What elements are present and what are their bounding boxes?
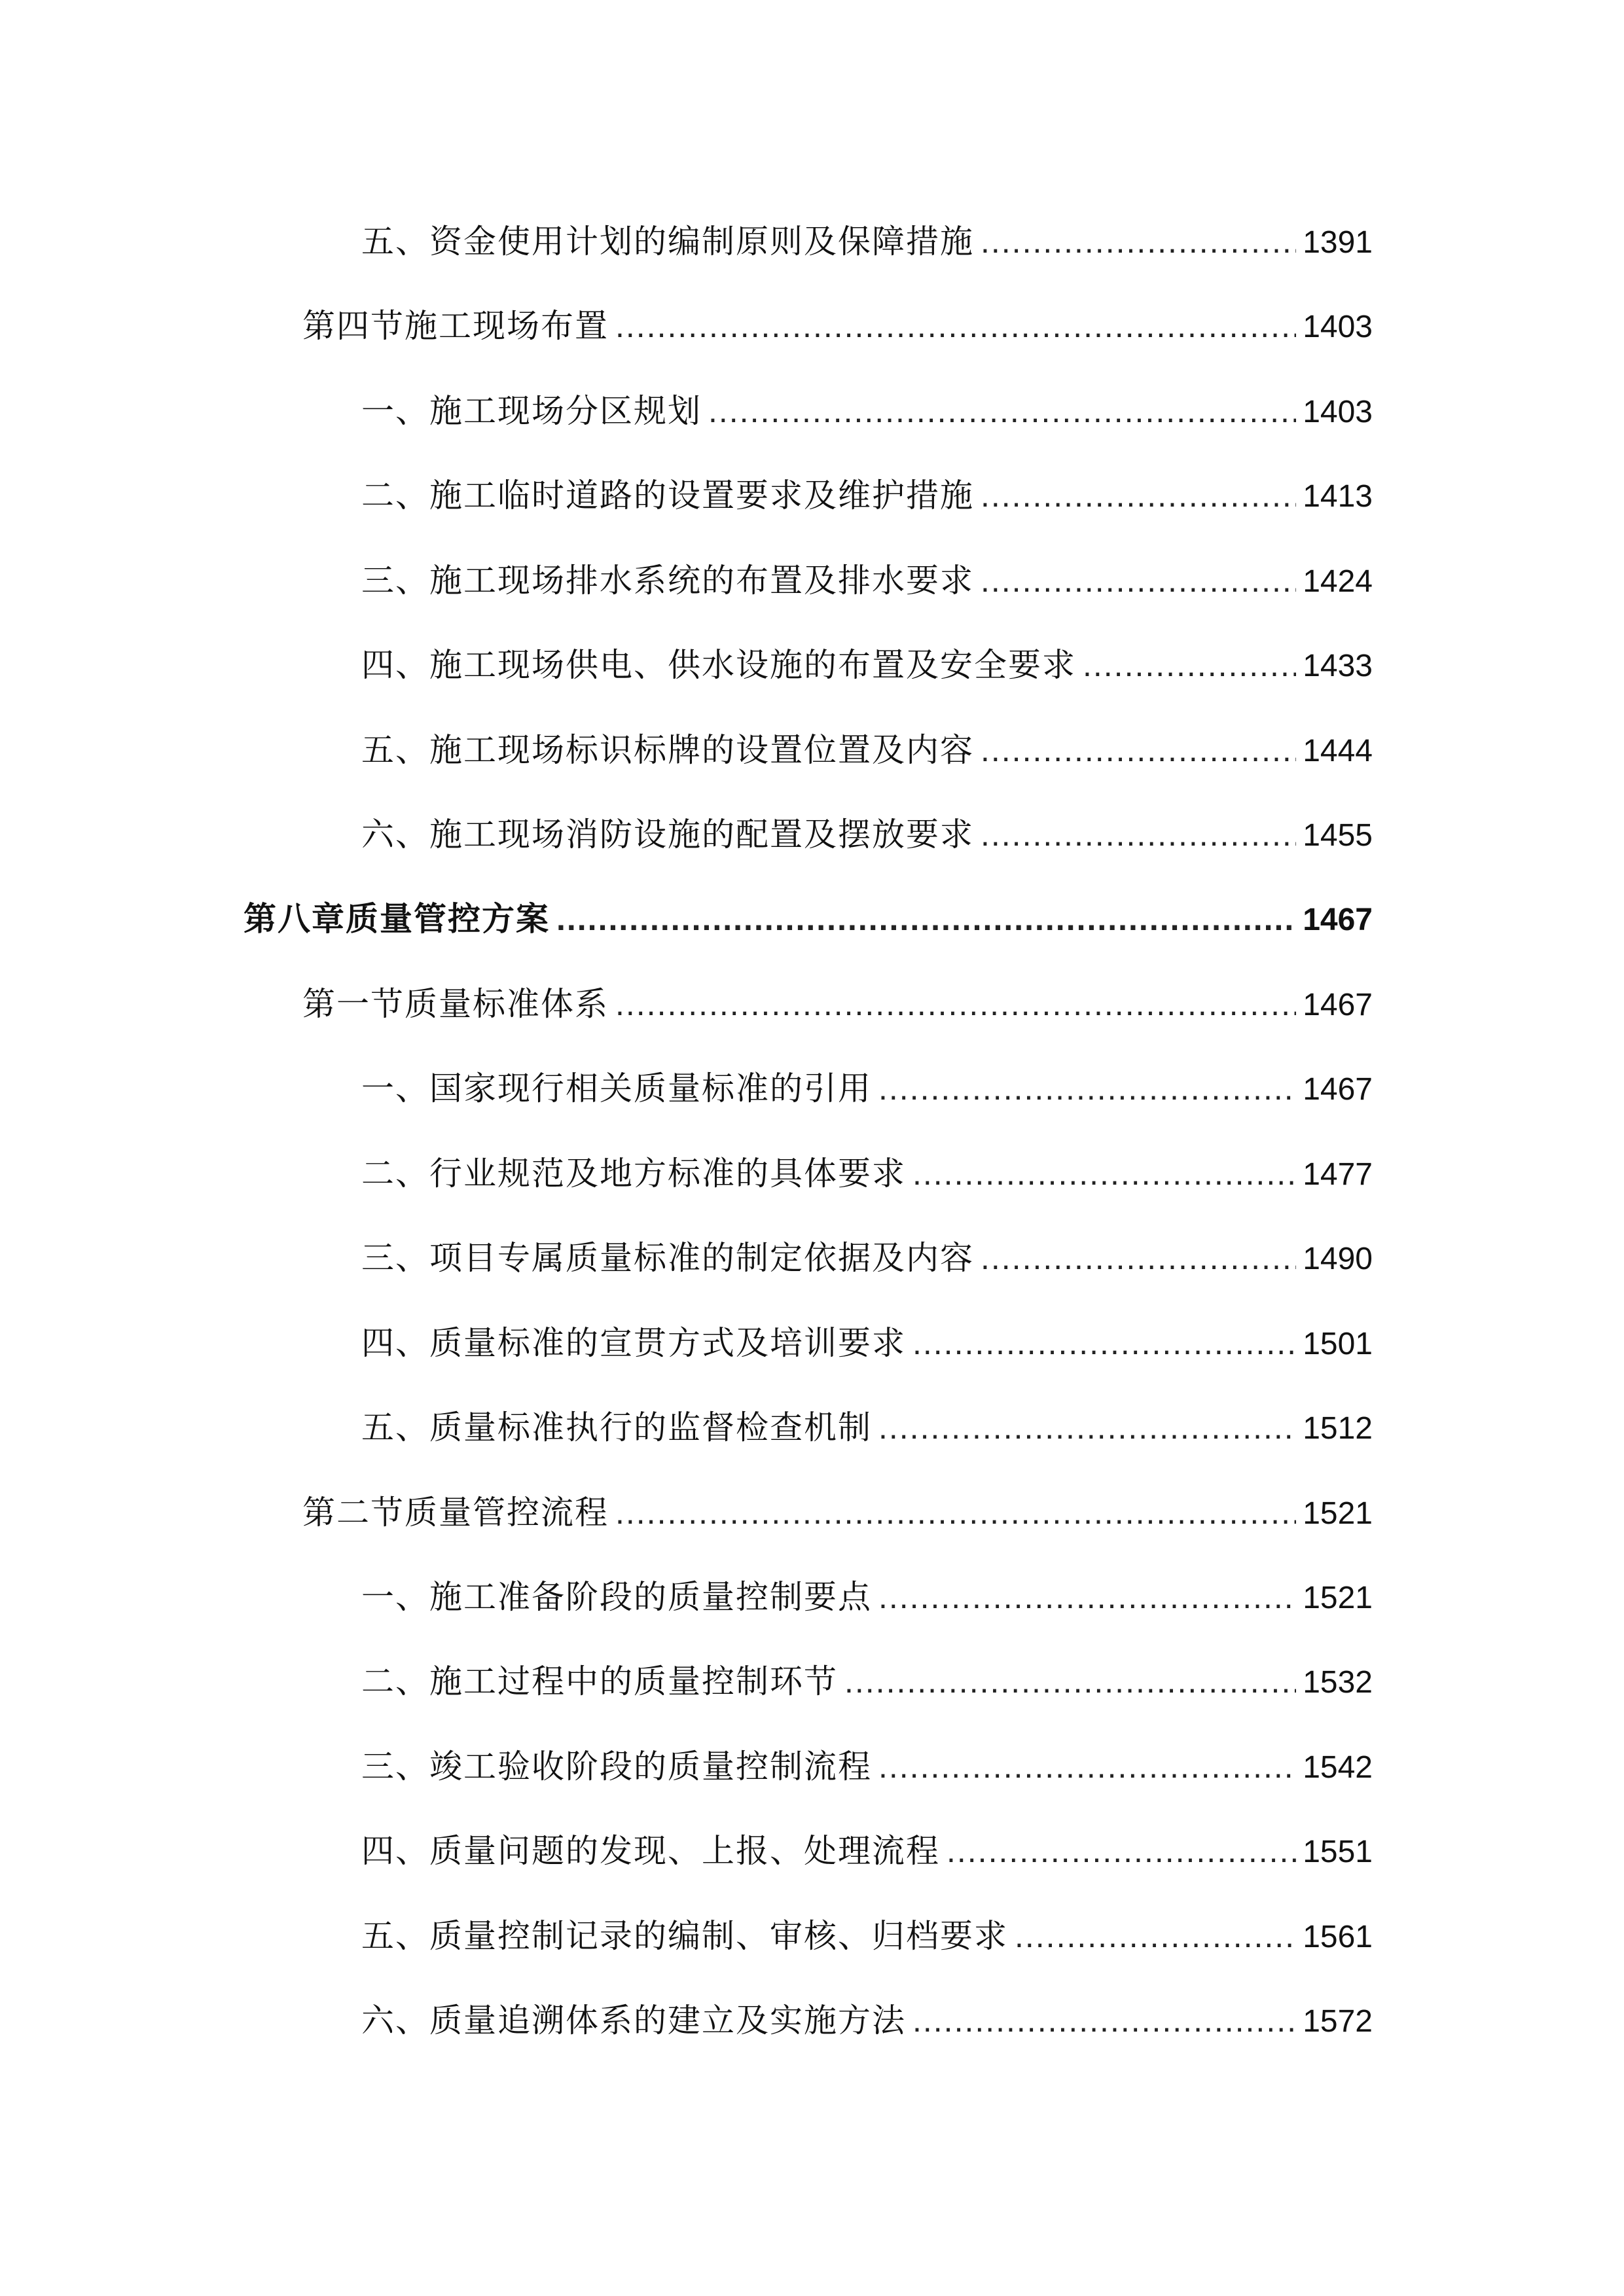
toc-entry-title: 第八章质量管控方案 — [244, 899, 550, 938]
toc-entry-title: 一、施工准备阶段的质量控制要点 — [361, 1578, 872, 1616]
toc-entry[interactable] — [361, 1659, 1373, 1704]
toc-entry-title: 三、项目专属质量标准的制定依据及内容 — [361, 1239, 974, 1277]
toc-page-number: 1424 — [1303, 564, 1373, 599]
toc-entry-title: 第二节质量管控流程 — [302, 1494, 609, 1532]
toc-page-number: 1512 — [1303, 1411, 1373, 1446]
toc-dot-leader — [556, 896, 1296, 942]
toc-dot-leader — [878, 1744, 1296, 1789]
toc-entry-title: 一、国家现行相关质量标准的引用 — [361, 1069, 872, 1107]
toc-page-number: 1477 — [1303, 1157, 1373, 1192]
toc-entry[interactable] — [361, 812, 1373, 857]
toc-page-number: 1391 — [1303, 225, 1373, 260]
toc-page-number: 1521 — [1303, 1581, 1373, 1615]
toc-dot-leader — [615, 303, 1296, 349]
toc-dot-leader — [1083, 642, 1296, 688]
toc-page-number: 1444 — [1303, 734, 1373, 768]
toc-entry-title: 五、施工现场标识标牌的设置位置及内容 — [361, 731, 974, 769]
toc-entry[interactable] — [361, 642, 1373, 688]
toc-entry-title: 六、施工现场消防设施的配置及摆放要求 — [361, 816, 974, 853]
toc-page-number: 1413 — [1303, 479, 1373, 514]
toc-page-number: 1572 — [1303, 2004, 1373, 2039]
toc-entry[interactable] — [361, 1066, 1373, 1111]
toc-entry-title: 四、质量问题的发现、上报、处理流程 — [361, 1832, 940, 1870]
toc-entry[interactable] — [361, 558, 1373, 603]
toc-entry-title: 五、资金使用计划的编制原则及保障措施 — [361, 223, 974, 260]
toc-entry[interactable] — [361, 1828, 1373, 1874]
toc-entry[interactable] — [361, 1151, 1373, 1196]
toc-dot-leader — [912, 1998, 1296, 2043]
toc-page-number: 1467 — [1303, 988, 1373, 1022]
toc-entry[interactable] — [361, 727, 1373, 773]
toc-entry[interactable] — [361, 1235, 1373, 1281]
toc-page-number: 1532 — [1303, 1665, 1373, 1700]
toc-entry-title: 三、施工现场排水系统的布置及排水要求 — [361, 562, 974, 600]
toc-page-number: 1467 — [1303, 1072, 1373, 1107]
toc-entry-title: 二、施工过程中的质量控制环节 — [361, 1662, 838, 1700]
toc-dot-leader — [912, 1320, 1296, 1366]
toc-dot-leader — [981, 727, 1296, 773]
toc-entry-title: 四、施工现场供电、供水设施的布置及安全要求 — [361, 646, 1076, 684]
toc-entry[interactable] — [361, 473, 1373, 518]
toc-dot-leader — [981, 558, 1296, 603]
toc-dot-leader — [981, 812, 1296, 857]
toc-entry[interactable] — [361, 1574, 1373, 1620]
toc-page-number: 1501 — [1303, 1327, 1373, 1361]
toc-dot-leader — [912, 1151, 1296, 1196]
toc-page-number: 1455 — [1303, 818, 1373, 853]
toc-entry-title: 三、竣工验收阶段的质量控制流程 — [361, 1748, 872, 1785]
toc-dot-leader — [615, 1490, 1296, 1535]
toc-entry-title: 二、施工临时道路的设置要求及维护措施 — [361, 476, 974, 514]
toc-dot-leader — [708, 388, 1296, 434]
toc-dot-leader — [981, 1235, 1296, 1281]
toc-entry-title: 四、质量标准的宣贯方式及培训要求 — [361, 1324, 906, 1362]
toc-chapter-entry[interactable] — [244, 896, 1373, 942]
toc-entry[interactable] — [361, 219, 1373, 264]
toc-page-number: 1490 — [1303, 1242, 1373, 1276]
toc-entry[interactable] — [361, 1744, 1373, 1789]
toc-page-number: 1521 — [1303, 1496, 1373, 1531]
toc-page-number: 1403 — [1303, 395, 1373, 429]
toc-dot-leader — [844, 1659, 1296, 1704]
toc-page-number: 1542 — [1303, 1750, 1373, 1785]
toc-dot-leader — [1015, 1913, 1296, 1959]
toc-entry-title: 五、质量控制记录的编制、审核、归档要求 — [361, 1917, 1008, 1955]
toc-dot-leader — [981, 473, 1296, 518]
toc-entry-title: 五、质量标准执行的监督检查机制 — [361, 1408, 872, 1446]
toc-page-number: 1467 — [1303, 903, 1373, 937]
toc-entry[interactable] — [361, 1320, 1373, 1366]
toc-entry[interactable] — [361, 388, 1373, 434]
toc-page-number: 1561 — [1303, 1920, 1373, 1954]
toc-dot-leader — [878, 1574, 1296, 1620]
toc-entry[interactable] — [302, 981, 1373, 1027]
toc-dot-leader — [878, 1066, 1296, 1111]
toc-dot-leader — [947, 1828, 1296, 1874]
toc-entry-title: 第四节施工现场布置 — [302, 307, 609, 345]
toc-entry[interactable] — [361, 1998, 1373, 2043]
toc-entry-title: 二、行业规范及地方标准的具体要求 — [361, 1155, 906, 1193]
toc-dot-leader — [615, 981, 1296, 1027]
toc-page-number: 1551 — [1303, 1835, 1373, 1869]
toc-dot-leader — [981, 219, 1296, 264]
toc-entry[interactable] — [302, 303, 1373, 349]
toc-page-number: 1403 — [1303, 310, 1373, 344]
toc-entry-title: 第一节质量标准体系 — [302, 985, 609, 1023]
toc-entry-title: 一、施工现场分区规划 — [361, 392, 702, 430]
toc-entry[interactable] — [361, 1405, 1373, 1450]
toc-entry[interactable] — [302, 1490, 1373, 1535]
toc-dot-leader — [878, 1405, 1296, 1450]
toc-entry-title: 六、质量追溯体系的建立及实施方法 — [361, 2001, 906, 2039]
toc-entry[interactable] — [361, 1913, 1373, 1959]
toc-page-number: 1433 — [1303, 649, 1373, 683]
